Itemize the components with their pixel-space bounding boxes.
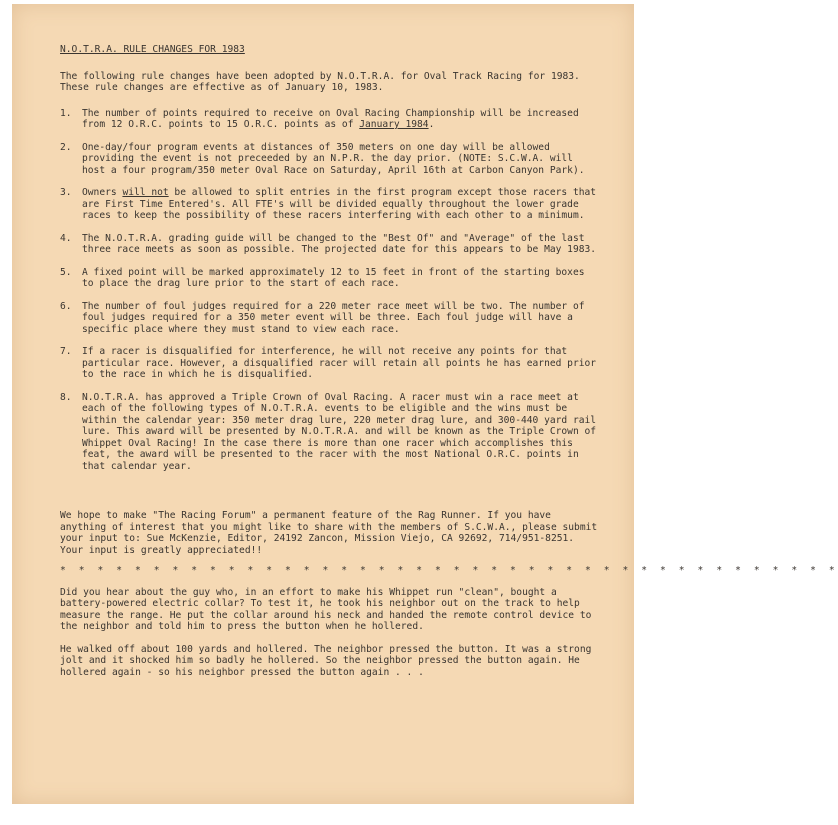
rule-item-2 [60, 142, 600, 177]
rule-item-8 [60, 392, 600, 473]
rule-text: If a racer is disqualified for interference, he will not receive any points for that particular race. However, a disqualified racer will retain all points he has earned prior to the race in which he is disqualified. [82, 346, 597, 380]
rule-number: 7. [60, 346, 72, 357]
rule-item-5 [60, 267, 600, 290]
underlined-text: will not [122, 187, 169, 198]
rule-item-4 [60, 233, 600, 256]
page-bottom-margin [12, 804, 634, 825]
joke-paragraph-2: He walked off about 100 yards and hollered. The neighbor pressed the button. It was a strong jolt and it shocked him so badly he hollered. So the neighbor pressed the button again. He hollered again - so his neighbor pressed the button again . . . [60, 643, 592, 678]
rule-number: 8. [60, 391, 72, 403]
page-title: N.O.T.R.A. RULE CHANGES FOR 1983 [60, 44, 245, 55]
star-separator: * * * * * * * * * * * * * * * * * * * * * * * * * * * * * * * * * * * * * * * * * * [60, 565, 838, 576]
underlined-text: January 1984 [359, 119, 429, 130]
rule-item-1 [60, 108, 600, 131]
rule-item-7 [60, 346, 600, 381]
document-body [60, 44, 838, 678]
racing-forum-paragraph: We hope to make "The Racing Forum" a permanent feature of the Rag Runner. If you have anything of interest that you might like to share with the members of S.C.W.A., please submit your input to: Sue McKenzie, Editor, 24192 Zancon, Mission Viejo, CA 92692, 714/951-8251. Your input is greatly appreciated!! [60, 510, 598, 556]
rule-number: 6. [60, 300, 72, 312]
rule-text: The number of points required to receive on Oval Racing Championship will be increased from 12 O.R.C. points to 15 O.R.C. points as of January 1984. [82, 107, 579, 130]
rule-list [60, 108, 600, 473]
rule-item-3 [60, 187, 600, 222]
rule-number: 3. [60, 187, 72, 198]
rule-number: 1. [60, 107, 72, 119]
rule-text: The number of foul judges required for a 220 meter race meet will be two. The number of foul judges required for a 350 meter event will be three. Each foul judge will have a specific place where they must stand to view each race. [82, 300, 585, 335]
joke-paragraph-1: Did you hear about the guy who, in an effort to make his Whippet run "clean", bought a battery-powered electric collar? To test it, he took his neighbor out on the track to help measure the range. He put the collar around his neck and handed the remote control device to the neighbor and told him to press the button when he hollered. [60, 586, 592, 632]
rule-text: N.O.T.R.A. has approved a Triple Crown of Oval Racing. A racer must win a race meet at each of the following types of N.O.T.R.A. events to be eligible and the wins must be within the calendar year: 350 meter drag lure, 220 meter drag lure, and 300-440 yard rail lure. This award will be presented by N.O.T.R.A. and will be known as the Triple Crown of Whippet Oval Racing! In the case there is more than one racer which accomplishes this feat, the award will be presented to the racer with the most National O.R.C. points in that calendar year. [82, 391, 597, 472]
rule-text: A fixed point will be marked approximately 12 to 15 feet in front of the starting boxes to place the drag lure prior to the start of each race. [82, 266, 585, 289]
rule-text: The N.O.T.R.A. grading guide will be changed to the "Best Of" and "Average" of the last three race meets as soon as possible. The projected date for this appears to be May 1983. [82, 232, 597, 255]
rule-number: 4. [60, 232, 72, 244]
paper-sheet [12, 4, 838, 804]
intro-paragraph: The following rule changes have been adopted by N.O.T.R.A. for Oval Track Racing for 1983. These rule changes are effective as of January 10, 1983. [60, 70, 580, 93]
rule-text: One-day/four program events at distances of 350 meters on one day will be allowed providing the event is not preceeded by an N.P.R. the day prior. (NOTE: S.C.W.A. will host a four program/350 meter Oval Race on Saturday, April 16th at Carbon Canyon Park). [82, 141, 585, 176]
rule-item-6 [60, 301, 600, 336]
rule-number: 2. [60, 141, 72, 153]
rule-text: Owners will not be allowed to split entries in the first program except those racers that are First Time Entered's. All FTE's will be divided equally throughout the lower grade races to keep the possibility of these racers interfering with each other to a minimum. [82, 187, 597, 221]
rule-number: 5. [60, 266, 72, 278]
